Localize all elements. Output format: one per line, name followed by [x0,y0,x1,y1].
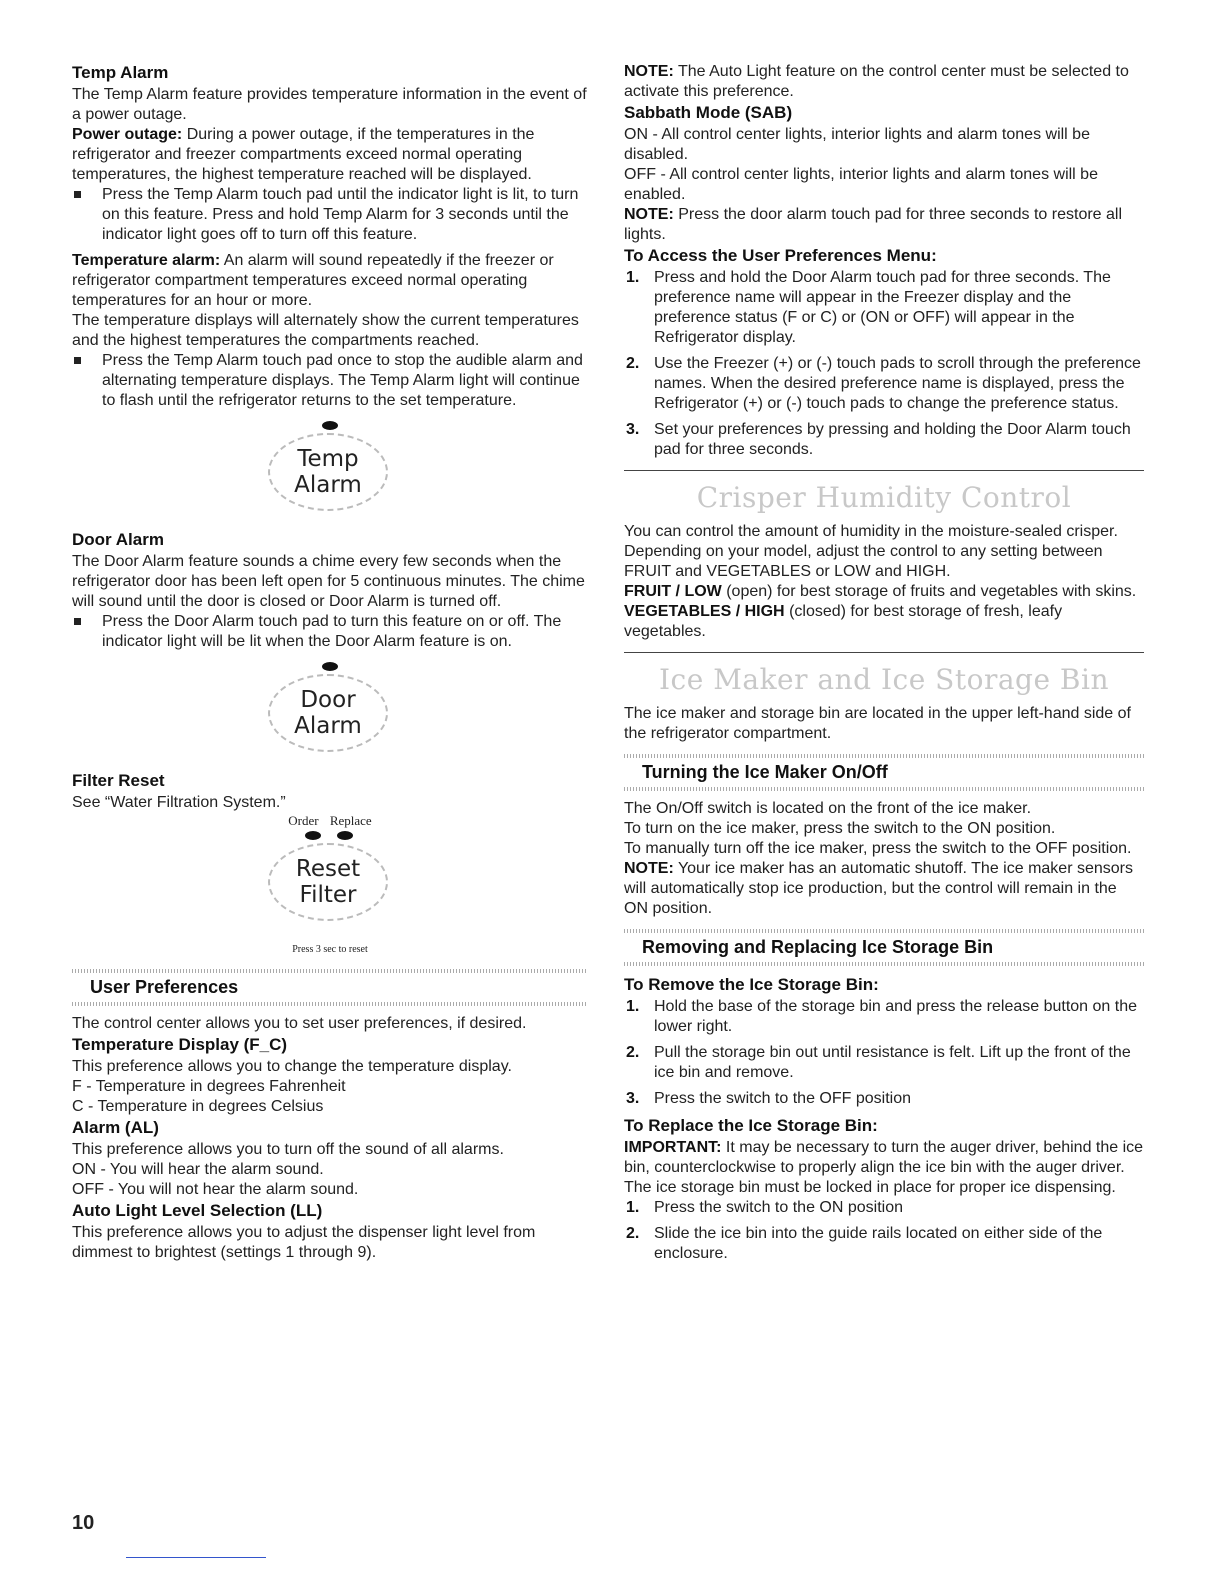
button-label: Door [300,687,356,713]
door-alarm-title: Door Alarm [72,530,164,549]
replace-label: Replace [329,813,372,828]
button-label: Filter [299,882,357,908]
step-text: Pull the storage bin out until resistance is felt. Lift up the front of the ice bin and remove. [654,1044,1131,1081]
onoff-p3: To manually turn off the ice maker, press the switch to the OFF position. [624,840,1132,857]
reset-filter-button-illustration [255,831,405,955]
temp-display-text: This preference allows you to change the temperature display. [72,1058,512,1075]
ice-note [624,859,1144,919]
replace-steps [624,1198,1144,1264]
reset-filter-touch-pad [268,843,388,921]
note-text: The Auto Light feature on the control center must be selected to activate this preference. [624,63,1129,100]
power-outage-paragraph [72,125,588,185]
filter-reset-text: See “Water Filtration System.” [72,794,286,811]
user-prefs-intro: The control center allows you to set user preferences, if desired. [72,1015,527,1032]
list-item: Press the Door Alarm touch pad to turn this feature on or off. The indicator light will be lit when the Door Alarm feature is on. [72,612,588,652]
order-indicator-icon [305,831,321,840]
temperature-alarm-paragraph [72,251,588,311]
step-text: Press the switch to the ON position [654,1199,903,1216]
auto-light-title: Auto Light Level Selection (LL) [72,1201,323,1220]
list-item [624,997,1144,1037]
sabbath-on-text: ON - All control center lights, interior lights and alarm tones will be disabled. [624,126,1090,163]
button-label: Alarm [294,472,362,498]
note-text: Your ice maker has an automatic shutoff. The ice maker sensors will automatically stop ice production, but the control will remain in the ON position. [624,860,1133,917]
step-number: 2. [626,1044,640,1061]
step-number: 1. [626,998,640,1015]
note-auto-light [624,62,1144,102]
door-alarm-button-illustration [260,662,400,758]
step-number: 1. [626,269,640,286]
section-divider [624,652,1144,653]
step-number: 3. [626,421,640,438]
door-alarm-intro: The Door Alarm feature sounds a chime every few seconds when the refrigerator door has been left open for 5 continuous minutes. The chime will sound until the door is closed or Door Alarm is turned off. [72,553,585,610]
list-item [624,1198,1144,1218]
section-divider [624,470,1144,471]
button-label: Alarm [294,713,362,739]
celsius-text: C - Temperature in degrees Celsius [72,1098,324,1115]
list-item [624,420,1144,460]
footer-rule [126,1557,266,1558]
step-text: Press and hold the Door Alarm touch pad for three seconds. The preference name will appear in the Freezer display and the preference status (F or C) or (ON or OFF) will appear in the Refrigerator display. [654,269,1111,346]
door-alarm-touch-pad [268,674,388,752]
temp-display-title: Temperature Display (F_C) [72,1035,288,1054]
indicator-light-icon [322,662,338,671]
fahrenheit-text: F - Temperature in degrees Fahrenheit [72,1078,346,1095]
step-number: 2. [626,1225,640,1242]
right-column [624,62,1144,1270]
veg-high-label: VEGETABLES / HIGH [624,603,785,620]
power-outage-text: During a power outage, if the temperatures in the refrigerator and freezer compartments exceed normal operating temperatures, the highest temperature reached will be displayed. [72,126,535,183]
remove-bin-title: To Remove the Ice Storage Bin: [624,975,879,994]
veg-high-paragraph [624,602,1144,642]
fruit-low-paragraph [624,582,1144,602]
crisper-intro: You can control the amount of humidity in the moisture-sealed crisper. Depending on your model, adjust the control to any setting between FRUIT and VEGETABLES or LOW and HIGH. [624,523,1118,580]
step-number: 1. [626,1199,640,1216]
sabbath-off-text: OFF - All control center lights, interior lights and alarm tones will be enabled. [624,166,1098,203]
temp-alarm-title: Temp Alarm [72,63,169,82]
alarm-on-text: ON - You will hear the alarm sound. [72,1161,324,1178]
note-text: Press the door alarm touch pad for three seconds to restore all lights. [624,206,1123,243]
sabbath-title: Sabbath Mode (SAB) [624,103,793,122]
displays-paragraph: The temperature displays will alternately show the current temperatures and the highest temperatures the compartments reached. [72,312,579,349]
step-text: Use the Freezer (+) or (-) touch pads to scroll through the preference names. When the desired preference name is displayed, press the Refrigerator (+) or (-) touch pads to change the preference status. [654,355,1141,412]
note-label: NOTE: [624,63,674,80]
ice-bin-heading [624,929,1144,966]
replace-indicator-icon [337,831,353,840]
temp-alarm-bullets-1 [72,185,588,245]
user-preferences-heading-text: User Preferences [90,977,239,997]
alarm-off-text: OFF - You will not hear the alarm sound. [72,1181,359,1198]
filter-indicator-labels [72,813,588,829]
list-item [624,268,1144,348]
filter-reset-title: Filter Reset [72,771,165,790]
crisper-section-title: Crisper Humidity Control [696,481,1072,514]
alarm-text: This preference allows you to turn off the sound of all alarms. [72,1141,504,1158]
ice-maker-section-title: Ice Maker and Ice Storage Bin [659,663,1109,696]
temp-alarm-bullets-2 [72,351,588,411]
left-column [72,62,588,1263]
order-label: Order [288,813,319,828]
temp-alarm-button-illustration [260,421,400,517]
list-item [624,1043,1144,1083]
alarm-title: Alarm (AL) [72,1118,159,1137]
note-label: NOTE: [624,206,674,223]
ice-bin-heading-text: Removing and Replacing Ice Storage Bin [642,937,994,957]
button-label: Temp [297,446,359,472]
onoff-p1: The On/Off switch is located on the front of the ice maker. [624,800,1032,817]
press-note: Press 3 sec to reset [292,944,368,955]
step-number: 3. [626,1090,640,1107]
note-label: NOTE: [624,860,674,877]
access-menu-title: To Access the User Preferences Menu: [624,246,937,265]
ice-intro: The ice maker and storage bin are located in the upper left-hand side of the refrigerator compartment. [624,705,1131,742]
ice-onoff-heading [624,754,1144,791]
user-preferences-heading [72,969,588,1006]
important-label: IMPORTANT: [624,1139,722,1156]
onoff-p2: To turn on the ice maker, press the switch to the ON position. [624,820,1056,837]
indicator-light-icon [322,421,338,430]
temperature-alarm-text: An alarm will sound repeatedly if the freezer or refrigerator compartment temperatures exceed normal operating temperatures for an hour or more. [72,252,554,309]
access-steps [624,268,1144,460]
list-item: Press the Temp Alarm touch pad once to stop the audible alarm and alternating temperature displays. The Temp Alarm light will continue to flash until the refrigerator returns to the set temperature. [72,351,588,411]
auto-light-text: This preference allows you to adjust the dispenser light level from dimmest to brightest (settings 1 through 9). [72,1224,536,1261]
step-text: Slide the ice bin into the guide rails located on either side of the enclosure. [654,1225,1103,1262]
list-item [624,354,1144,414]
temperature-alarm-label: Temperature alarm: [72,252,221,269]
button-label: Reset [295,856,361,882]
temp-alarm-touch-pad [268,433,388,511]
list-item: Press the Temp Alarm touch pad until the indicator light is lit, to turn on this feature. Press and hold Temp Alarm for 3 seconds until the indicator light goes off to turn off this feature. [72,185,588,245]
temp-alarm-intro: The Temp Alarm feature provides temperature information in the event of a power outage. [72,86,587,123]
indicator-lights [295,831,365,841]
power-outage-label: Power outage: [72,126,183,143]
fruit-low-label: FRUIT / LOW [624,583,722,600]
step-text: Set your preferences by pressing and holding the Door Alarm touch pad for three seconds. [654,421,1131,458]
replace-bin-title: To Replace the Ice Storage Bin: [624,1116,878,1135]
step-text: Hold the base of the storage bin and press the release button on the lower right. [654,998,1137,1035]
list-item [624,1089,1144,1109]
page-number: 10 [72,1512,95,1534]
step-number: 2. [626,355,640,372]
door-alarm-bullets [72,612,588,652]
note-restore-lights [624,205,1144,245]
list-item [624,1224,1144,1264]
step-text: Press the switch to the OFF position [654,1090,911,1107]
ice-onoff-heading-text: Turning the Ice Maker On/Off [642,762,888,782]
important-paragraph [624,1138,1144,1198]
veg-high-text: (closed) for best storage of fresh, leafy vegetables. [624,603,1063,640]
fruit-low-text: (open) for best storage of fruits and vegetables with skins. [726,583,1137,600]
remove-steps [624,997,1144,1109]
important-text: It may be necessary to turn the auger driver, behind the ice bin, counterclockwise to properly align the ice bin with the auger driver. The ice storage bin must be locked in place for proper ice dispensing. [624,1139,1144,1196]
